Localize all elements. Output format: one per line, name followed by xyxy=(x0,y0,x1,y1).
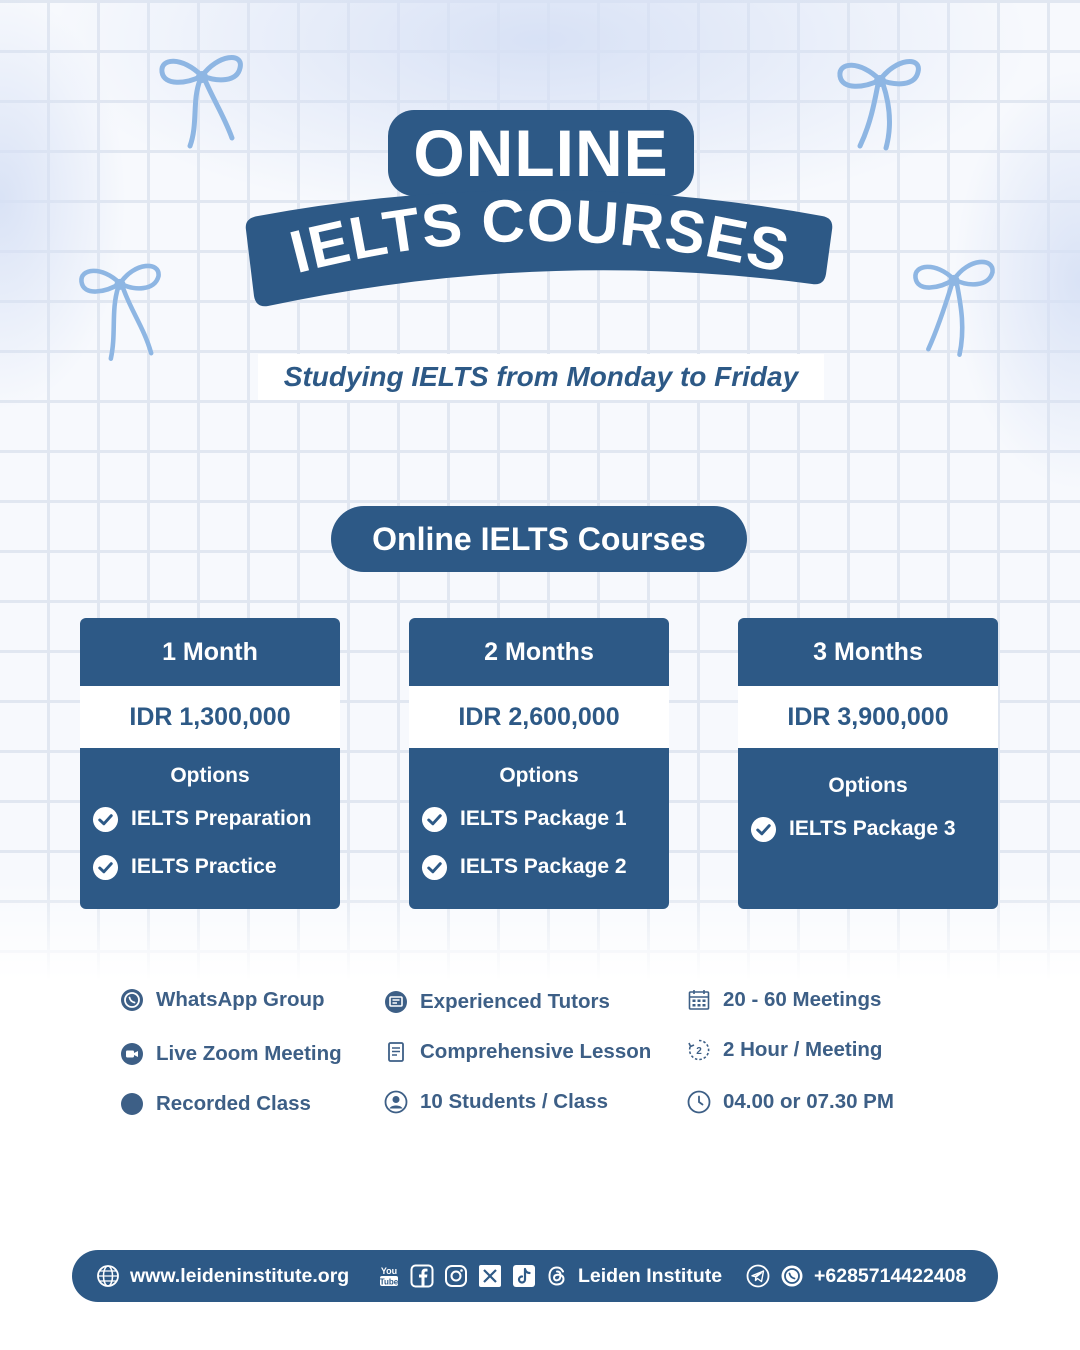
feature-label: WhatsApp Group xyxy=(156,988,325,1011)
option-label: IELTS Package 3 xyxy=(789,817,956,840)
video-camera-icon xyxy=(120,1042,144,1066)
plan-card-3-months xyxy=(738,618,998,909)
feature-label: 10 Students / Class xyxy=(420,1090,608,1113)
option-label: IELTS Preparation xyxy=(131,807,312,830)
whatsapp-icon xyxy=(120,988,144,1012)
ribbon-bow-mid-right xyxy=(904,252,1004,362)
plan-card-1-month xyxy=(80,618,340,909)
title-banner xyxy=(240,186,840,316)
subtitle: Studying IELTS from Monday to Friday xyxy=(258,354,824,400)
feature-label: Recorded Class xyxy=(156,1092,311,1115)
record-dot-icon xyxy=(120,1092,144,1116)
clock-icon xyxy=(687,1090,711,1114)
footer-social-handle[interactable] xyxy=(578,1250,722,1302)
option-label: IELTS Package 2 xyxy=(460,855,627,878)
check-circle-icon xyxy=(421,854,448,881)
options-label: Options xyxy=(499,764,579,787)
footer-website[interactable] xyxy=(96,1250,349,1302)
plan-price: IDR 1,300,000 xyxy=(80,686,340,748)
option-item xyxy=(92,802,328,836)
feature-recorded-class xyxy=(120,1092,311,1116)
plan-duration: 1 Month xyxy=(162,637,258,666)
section-label: Online IELTS Courses xyxy=(331,506,747,572)
feature-hours-per-meeting xyxy=(687,1038,882,1062)
phone-number[interactable]: +6285714422408 xyxy=(814,1264,967,1287)
x-icon[interactable] xyxy=(478,1264,502,1288)
feature-whatsapp-group xyxy=(120,988,325,1012)
options-label: Options xyxy=(828,774,908,797)
check-circle-icon xyxy=(421,806,448,833)
threads-icon[interactable] xyxy=(545,1264,569,1288)
feature-label: Live Zoom Meeting xyxy=(156,1042,342,1065)
check-circle-icon xyxy=(750,816,777,843)
footer-phone[interactable] xyxy=(814,1250,966,1302)
option-item xyxy=(421,802,657,836)
instagram-icon[interactable] xyxy=(444,1264,468,1288)
feature-label: 20 - 60 Meetings xyxy=(723,988,882,1011)
feature-comprehensive-lesson xyxy=(384,1040,651,1064)
feature-label: 2 Hour / Meeting xyxy=(723,1038,883,1061)
website-link[interactable]: www.leideninstitute.org xyxy=(130,1264,350,1287)
plan-price: IDR 3,900,000 xyxy=(738,686,998,748)
whatsapp-icon[interactable] xyxy=(780,1264,804,1288)
svg-text:Tube: Tube xyxy=(379,1277,399,1287)
plan-price: IDR 2,600,000 xyxy=(409,686,669,748)
feature-live-zoom xyxy=(120,1042,342,1066)
feature-meetings-count xyxy=(687,988,881,1012)
ribbon-bow-mid-left xyxy=(70,256,170,366)
feature-experienced-tutors xyxy=(384,990,610,1014)
lesson-notebook-icon xyxy=(384,1040,408,1064)
feature-students-per-class xyxy=(384,1090,608,1114)
plan-duration: 2 Months xyxy=(484,637,594,666)
footer-bar xyxy=(72,1250,998,1302)
calendar-icon xyxy=(687,988,711,1012)
plan-card-2-months xyxy=(409,618,669,909)
telegram-icon[interactable] xyxy=(746,1264,770,1288)
youtube-icon[interactable] xyxy=(377,1264,401,1288)
svg-text:2: 2 xyxy=(696,1046,702,1057)
option-item xyxy=(92,850,328,884)
option-label: IELTS Practice xyxy=(131,855,277,878)
plan-duration: 3 Months xyxy=(813,637,923,666)
option-item xyxy=(750,812,986,846)
ribbon-bow-top-left xyxy=(152,46,252,156)
option-item xyxy=(421,850,657,884)
student-icon xyxy=(384,1090,408,1114)
feature-label: Comprehensive Lesson xyxy=(420,1040,652,1063)
options-label: Options xyxy=(170,764,250,787)
check-circle-icon xyxy=(92,854,119,881)
svg-text:You: You xyxy=(380,1266,398,1276)
facebook-icon[interactable] xyxy=(410,1264,434,1288)
feature-class-time xyxy=(687,1090,894,1114)
globe-icon xyxy=(96,1264,120,1288)
tutor-board-icon xyxy=(384,990,408,1014)
social-handle[interactable]: Leiden Institute xyxy=(578,1264,723,1287)
feature-label: Experienced Tutors xyxy=(420,990,610,1013)
check-circle-icon xyxy=(92,806,119,833)
ribbon-bow-top-right xyxy=(830,50,930,160)
two-hour-icon xyxy=(687,1038,711,1062)
title-ielts-courses: IELTS COURSES xyxy=(283,186,797,286)
title-online: ONLINE xyxy=(388,110,694,196)
option-label: IELTS Package 1 xyxy=(460,807,627,830)
feature-label: 04.00 or 07.30 PM xyxy=(723,1090,894,1113)
tiktok-icon[interactable] xyxy=(512,1264,536,1288)
